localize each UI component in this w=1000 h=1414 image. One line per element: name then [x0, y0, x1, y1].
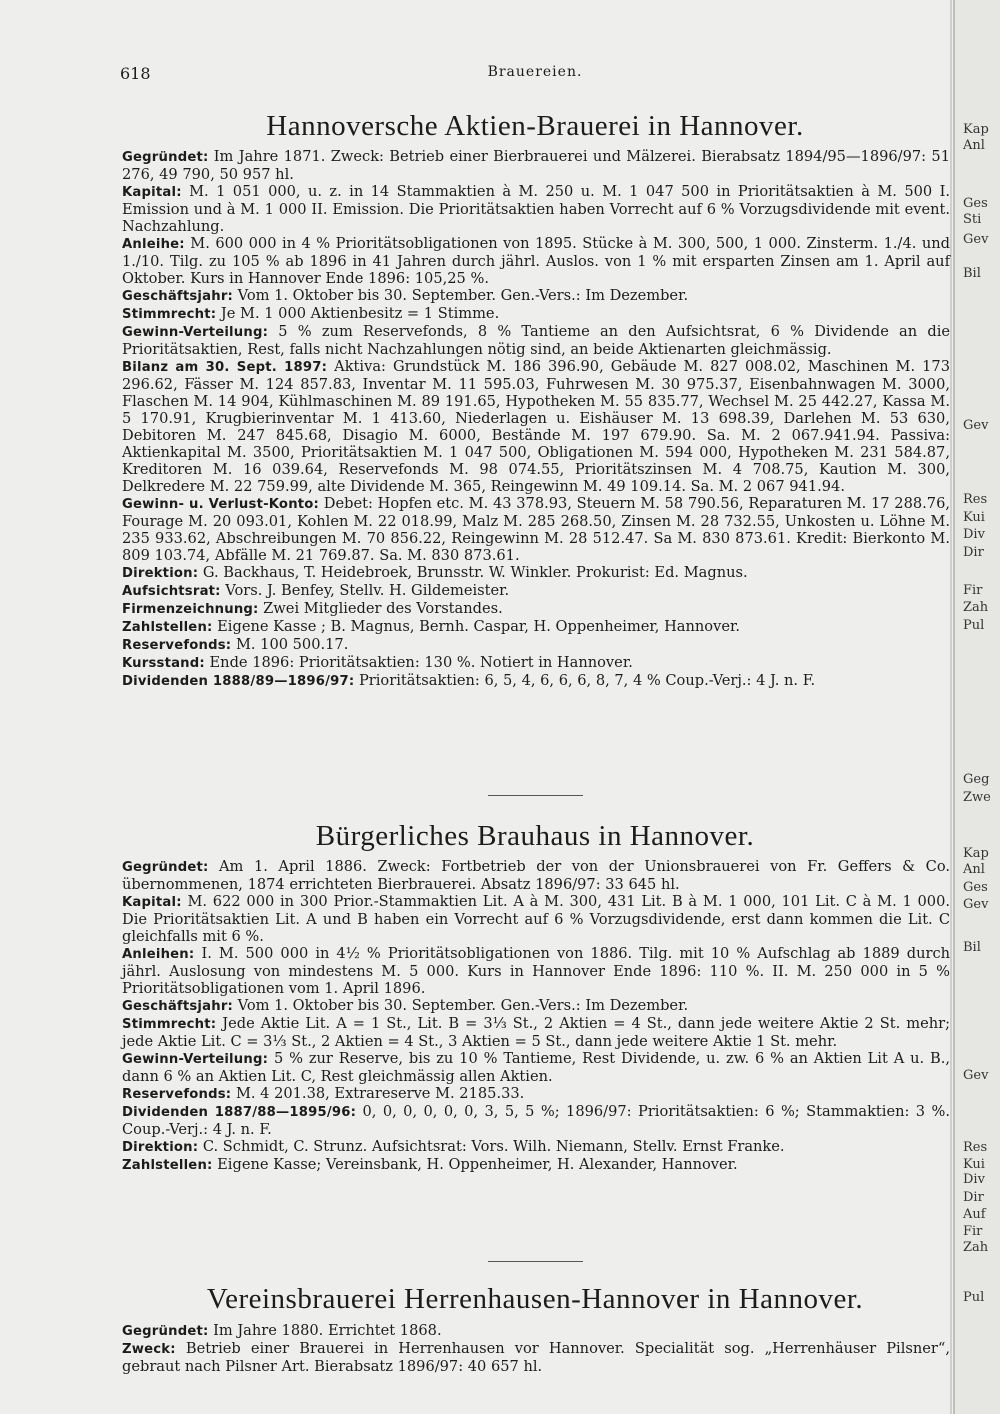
adjacent-page-fragment: Geg: [963, 772, 990, 787]
entry-label: Gewinn-Verteilung:: [122, 1052, 269, 1067]
page-number: 618: [120, 64, 151, 83]
entry: [122, 1138, 950, 1156]
entry: [122, 358, 950, 495]
entry-text: Vom 1. Oktober bis 30. September. Gen.-Vers.: Im Dezember.: [237, 287, 689, 304]
adjacent-page-fragment: Zwe: [963, 790, 991, 805]
entry: [122, 183, 950, 235]
entry-label: Direktion:: [122, 1140, 199, 1155]
company-title-2: Bürgerliches Brauhaus in Hannover.: [315, 820, 755, 852]
entry-text: M. 4 201.38, Extrareserve M. 2185.33.: [235, 1085, 525, 1102]
entry-label: Stimmrecht:: [122, 1017, 217, 1032]
adjacent-page-fragment: Gev: [963, 897, 989, 912]
entry-label: Zahlstellen:: [122, 620, 213, 635]
adjacent-page-fragment: Kui: [963, 1157, 985, 1172]
adjacent-page-fragment: Anl: [963, 862, 985, 877]
entry: [122, 495, 950, 564]
entry: [122, 997, 950, 1015]
adjacent-page-fragment: Sti: [963, 212, 982, 227]
entry-text: Im Jahre 1880. Errichtet 1868.: [213, 1322, 442, 1339]
adjacent-page-fragment: Fir: [963, 1224, 983, 1239]
adjacent-page-fragment: Fir: [963, 583, 983, 598]
entry: [122, 582, 950, 600]
entry: [122, 287, 950, 305]
entry: [122, 305, 950, 323]
entry-label: Bilanz am 30. Sept. 1897:: [122, 360, 328, 375]
entry-label: Kapital:: [122, 185, 182, 200]
entry-text: Aktiva: Grundstück M. 186 396.90, Gebäude M. 827 008.02, Maschinen M. 173 296.62, Fässer M. 124 857.83, Inventar M. 11 595.03, Fuhrwesen M. 30 975.37, Eisenbahnwagen M. 3000, Flaschen M. 14 904, Kühlmaschinen M. 89 191.65, Hypotheken M. 55 835.77, Wechsel M. 25 442.27, Kassa M. 5 170.91, Krugbierinventar M. 1 413.60, Niederlagen u. Eishäuser M. 13 698.39, Darlehen M. 53 630, Debitoren M. 247 845.68, Disagio M. 6000, Bestände M. 197 679.90. Sa. M. 2 067.941.94. Passiva: Aktienkapital M. 3500, Prioritätsaktien M. 1 047 500, Obligationen M. 594 000, Hypotheken M. 231 584.87, Kreditoren M. 16 039.64, Reservefonds M. 98 074.55, Prioritätszinsen M. 4 708.75, Kaution M. 300, Delkredere M. 22 759.99, alte Dividende M. 365, Reingewinn M. 49 109.14. Sa. M. 2 067 941.94.: [122, 358, 950, 495]
adjacent-page-fragment: Kui: [963, 510, 985, 525]
entry-text: 5 % zum Reservefonds, 8 % Tantieme an den Aufsichtsrat, 6 % Dividende an die Prioritätsaktien, Rest, falls nicht Nachzahlungen nötig sind, an beide Aktienarten gleichmässig.: [122, 323, 950, 358]
entry-label: Geschäftsjahr:: [122, 289, 233, 304]
entry: [122, 235, 950, 287]
entry-text: Betrieb einer Brauerei in Herrenhausen vor Hannover. Specialität sog. „Herrenhäuser Pilsner“, gebraut nach Pilsner Art. Bierabsatz 1896/97: 40 657 hl.: [122, 1340, 950, 1375]
entry-text: M. 622 000 in 300 Prior.-Stammaktien Lit. A à M. 300, 431 Lit. B à M. 1 000, 101 Lit. C à M. 1 000. Die Prioritätsaktien Lit. A und B haben ein Vorrecht auf 6 % Vorzugsdividende, erst dann kommen die Lit. C gleichfalls mit 6 %.: [122, 893, 951, 945]
entry-text: Ende 1896: Prioritätsaktien: 130 %. Notiert in Hannover.: [209, 654, 633, 671]
entry-label: Anleihen:: [122, 947, 195, 962]
adjacent-page-fragment: Pul: [963, 618, 985, 633]
entry-text: Zwei Mitglieder des Vorstandes.: [263, 600, 503, 617]
adjacent-page-fragment: Bil: [963, 940, 981, 955]
entry-label: Anleihe:: [122, 237, 185, 252]
adjacent-page-fragment: Gev: [963, 232, 989, 247]
section-divider: [488, 1261, 583, 1262]
adjacent-page-fragment: Pul: [963, 1290, 985, 1305]
adjacent-page-fragment: Res: [963, 492, 988, 507]
entry: [122, 636, 950, 654]
entry: [122, 1322, 950, 1340]
entry-label: Gegründet:: [122, 1324, 209, 1339]
entry-text: Im Jahre 1871. Zweck: Betrieb einer Bierbrauerei und Mälzerei. Bierabsatz 1894/95—1896/97: 51 276, 49 790, 50 957 hl.: [122, 148, 951, 183]
adjacent-page-fragment: Res: [963, 1140, 988, 1155]
entry-label: Dividenden 1887/88—1895/96:: [122, 1105, 357, 1120]
entry-label: Gewinn- u. Verlust-Konto:: [122, 497, 320, 512]
entry: [122, 893, 950, 945]
running-head: Brauereien.: [487, 64, 583, 80]
entry-label: Gegründet:: [122, 150, 209, 165]
adjacent-page-fragment: Ges: [963, 880, 988, 895]
company-section-3: [122, 1322, 950, 1375]
entry: [122, 148, 950, 183]
entry-text: 0, 0, 0, 0, 0, 0, 3, 5, 5 %; 1896/97: Prioritätsaktien: 6 %; Stammaktien: 3 %. Coup.-Verj.: 4 J. n. F.: [122, 1103, 951, 1138]
adjacent-page-fragment: Gev: [963, 418, 989, 433]
entry-text: Debet: Hopfen etc. M. 43 378.93, Steuern M. 58 790.56, Reparaturen M. 17 288.76, Fourage M. 20 093.01, Kohlen M. 22 018.99, Malz M. 285 268.50, Zinsen M. 28 732.55, Unkosten u. Löhne M. 235 933.62, Abschreibungen M. 70 856.22, Reingewinn M. 28 512.47. Sa M. 830 873.61. Kredit: Bierkonto M. 809 103.74, Abfälle M. 21 769.87. Sa. M. 830 873.61.: [122, 495, 951, 564]
entry: [122, 1103, 950, 1138]
adjacent-page-fragment: Zah: [963, 600, 989, 615]
entry-label: Gegründet:: [122, 860, 209, 875]
adjacent-page-fragment: Gev: [963, 1068, 989, 1083]
entry: [122, 672, 950, 690]
entry: [122, 1015, 950, 1050]
entry: [122, 600, 950, 618]
adjacent-page-fragment: Ges: [963, 196, 988, 211]
company-section-2: [122, 858, 950, 1174]
entry-text: Je M. 1 000 Aktienbesitz = 1 Stimme.: [220, 305, 500, 322]
entry-text: Prioritätsaktien: 6, 5, 4, 6, 6, 6, 8, 7, 4 % Coup.-Verj.: 4 J. n. F.: [358, 672, 816, 689]
entry-text: Eigene Kasse; Vereinsbank, H. Oppenheimer, H. Alexander, Hannover.: [217, 1156, 738, 1173]
entry-text: C. Schmidt, C. Strunz. Aufsichtsrat: Vors. Wilh. Niemann, Stellv. Ernst Franke.: [202, 1138, 785, 1155]
entry-label: Geschäftsjahr:: [122, 999, 233, 1014]
entry: [122, 654, 950, 672]
adjacent-page-fragment: Dir: [963, 1190, 984, 1205]
entry-label: Aufsichtsrat:: [122, 584, 221, 599]
entry-label: Zweck:: [122, 1342, 176, 1357]
entry: [122, 945, 950, 997]
company-title-1: Hannoversche Aktien-Brauerei in Hannover.: [266, 110, 804, 142]
entry-label: Reservefonds:: [122, 638, 232, 653]
adjacent-page-fragment: Anl: [963, 138, 985, 153]
entry-label: Direktion:: [122, 566, 199, 581]
entry: [122, 618, 950, 636]
adjacent-page-fragment: Kap: [963, 846, 989, 861]
entry: [122, 1085, 950, 1103]
entry-text: M. 600 000 in 4 % Prioritätsobligationen von 1895. Stücke à M. 300, 500, 1 000. Zinsterm. 1./4. und 1./10. Tilg. zu 105 % ab 1896 in 41 Jahren durch jährl. Auslos. von 1 % mit ersparten Zinsen am 1. April auf Oktober. Kurs in Hannover Ende 1896: 105,25 %.: [122, 235, 950, 287]
entry-label: Gewinn-Verteilung:: [122, 325, 269, 340]
entry-label: Reservefonds:: [122, 1087, 232, 1102]
entry: [122, 1050, 950, 1085]
entry: [122, 858, 950, 893]
adjacent-page-fragment: Auf: [963, 1207, 986, 1222]
entry: [122, 1156, 950, 1174]
company-title-3: Vereinsbrauerei Herrenhausen-Hannover in Hannover.: [206, 1283, 864, 1315]
entry-label: Kapital:: [122, 895, 182, 910]
adjacent-page-fragment: Div: [963, 527, 985, 542]
entry-text: G. Backhaus, T. Heidebroek, Brunsstr. W. Winkler. Prokurist: Ed. Magnus.: [202, 564, 748, 581]
page-fold: [950, 0, 952, 1414]
entry-text: Vom 1. Oktober bis 30. September. Gen.-Vers.: Im Dezember.: [237, 997, 689, 1014]
entry-text: M. 100 500.17.: [235, 636, 349, 653]
entry-text: M. 1 051 000, u. z. in 14 Stammaktien à M. 250 u. M. 1 047 500 in Prioritätsaktien à M. 500 I. Emission und à M. 1 000 II. Emission. Die Prioritätsaktien haben Vorrecht auf 6 % Vorzugsdividende mit event. Nachzahlung.: [122, 183, 950, 235]
adjacent-page-fragment: Bil: [963, 266, 981, 281]
adjacent-page-strip: [953, 0, 1000, 1414]
adjacent-page-fragment: Div: [963, 1172, 985, 1187]
entry-text: Vors. J. Benfey, Stellv. H. Gildemeister.: [225, 582, 510, 599]
entry-label: Dividenden 1888/89—1896/97:: [122, 674, 355, 689]
entry: [122, 323, 950, 358]
adjacent-page-fragment: Kap: [963, 122, 989, 137]
entry-text: Am 1. April 1886. Zweck: Fortbetrieb der von der Unionsbrauerei von Fr. Geffers & Co. übernommenen, 1874 errichteten Bierbrauerei. Absatz 1896/97: 33 645 hl.: [122, 858, 950, 893]
section-divider: [488, 795, 583, 796]
entry-text: Eigene Kasse ; B. Magnus, Bernh. Caspar, H. Oppenheimer, Hannover.: [217, 618, 740, 635]
company-section-1: [122, 148, 950, 690]
entry-label: Zahlstellen:: [122, 1158, 213, 1173]
entry: [122, 564, 950, 582]
entry-text: I. M. 500 000 in 4½ % Prioritätsobligationen von 1886. Tilg. mit 10 % Aufschlag ab 1889 durch jährl. Auslosung von mindestens M. 5 000. Kurs in Hannover Ende 1896: 110 %. II. M. 250 000 in 5 % Prioritätsobligationen vom 1. April 1896.: [122, 945, 951, 997]
entry-label: Firmenzeichnung:: [122, 602, 259, 617]
entry-label: Kursstand:: [122, 656, 205, 671]
adjacent-page-fragment: Dir: [963, 545, 984, 560]
entry-text: Jede Aktie Lit. A = 1 St., Lit. B = 3⅓ St., 2 Aktien = 4 St., dann jede weitere Aktie 2 St. mehr; jede Aktie Lit. C = 3⅓ St., 2 Aktien = 4 St., 3 Aktien = 5 St., dann jede weitere Aktie 1 St. mehr.: [122, 1015, 950, 1050]
entry-text: 5 % zur Reserve, bis zu 10 % Tantieme, Rest Dividende, u. zw. 6 % an Aktien Lit A u. B., dann 6 % an Aktien Lit. C, Rest gleichmässig allen Aktien.: [122, 1050, 951, 1085]
page-header: [120, 64, 950, 86]
entry-label: Stimmrecht:: [122, 307, 217, 322]
adjacent-page-fragment: Zah: [963, 1240, 989, 1255]
entry: [122, 1340, 950, 1375]
